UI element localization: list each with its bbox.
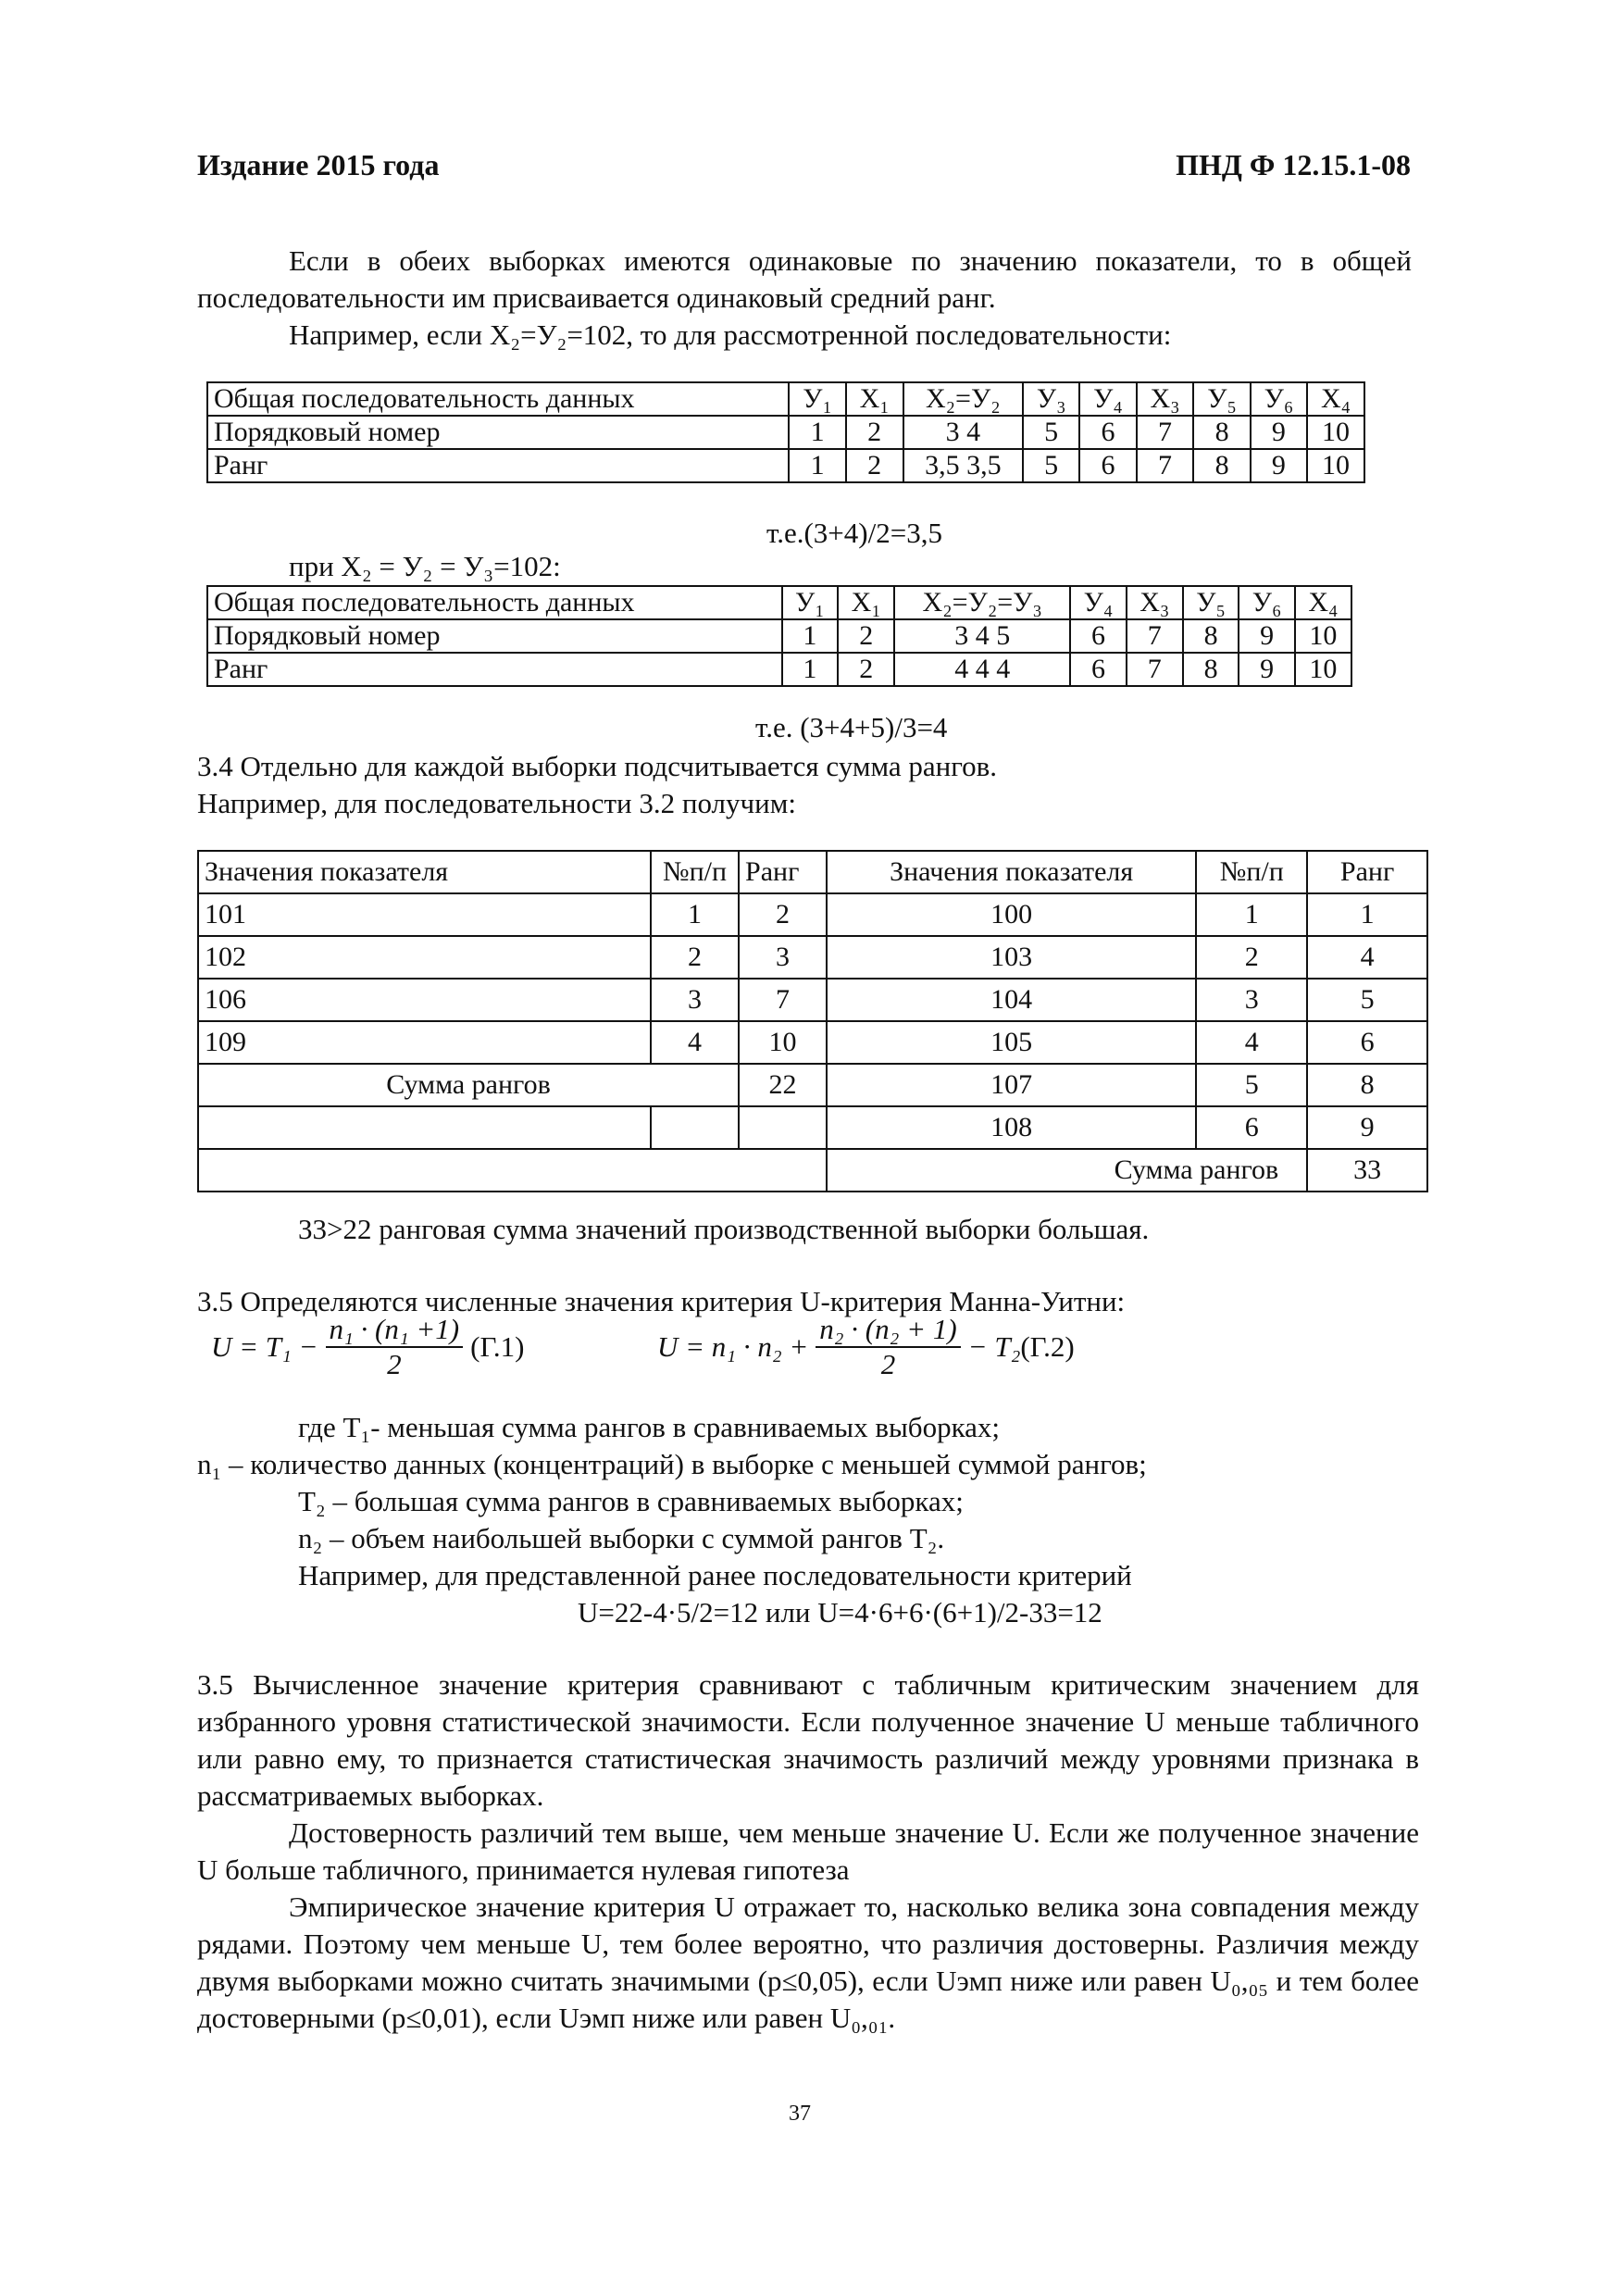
reliability-paragraph: Достоверность различий тем выше, чем меньше значение U. Если же полученное значение U больше табличного, принимается нулевая гипотеза: [197, 1816, 1419, 1886]
table-cell: 3 4 5: [894, 619, 1070, 653]
table-cell: 3 4: [903, 416, 1023, 449]
table-row: [207, 416, 1364, 449]
column-header: X₁: [846, 382, 903, 416]
column-header: Ранг: [1307, 851, 1427, 893]
table-cell: 22: [739, 1064, 827, 1106]
table-cell: 3: [739, 936, 827, 979]
column-header: У₅: [1183, 586, 1239, 619]
table-cell: 9: [1307, 1106, 1427, 1149]
table-cell: 4: [1307, 936, 1427, 979]
table-cell: 104: [827, 979, 1196, 1021]
table-cell: [198, 1149, 827, 1192]
formula-g1-lhs: U = T₁ −: [211, 1330, 318, 1363]
column-header: X₂=У₂: [903, 382, 1023, 416]
table-cell: 107: [827, 1064, 1196, 1106]
table-cell: 1: [789, 449, 845, 482]
empirical-value-paragraph: Эмпирическое значение критерия U отражает то, насколько велика зона совпадения между рядами. Поэтому чем меньше U, тем более вероятно, что различия достоверны. Различия между двумя выборками можно считать значимыми (p≤0,05), если Uэмп ниже или равен U₀,₀₅ и тем более достоверными (p≤0,01), если Uэмп ниже или равен U₀,₀₁.: [197, 1890, 1419, 2034]
table-cell: 10: [1295, 653, 1351, 686]
table-cell: 9: [1239, 653, 1295, 686]
definition-t2: T₂ – большая сумма рангов в сравниваемых выборках;: [298, 1485, 964, 1517]
table-row: [198, 893, 1427, 936]
column-header: Общая последовательность данных: [207, 586, 782, 619]
formula-g2-numerator: n₂ · (n₂ + 1): [816, 1313, 960, 1348]
section-3-4-line-1: 3.4 Отдельно для каждой выборки подсчитывается сумма рангов.: [197, 750, 998, 782]
table-row: [198, 1149, 1427, 1192]
rank-sum-label-left: Сумма рангов: [198, 1064, 739, 1106]
table-cell: 2: [739, 893, 827, 936]
table-cell: Порядковый номер: [207, 416, 789, 449]
page-number: 37: [789, 2102, 811, 2126]
table-row: [207, 449, 1364, 482]
table-cell: 6: [1307, 1021, 1427, 1064]
table-cell: 4 4 4: [894, 653, 1070, 686]
formula-g1-fraction: [326, 1313, 464, 1381]
table-cell: Ранг: [207, 653, 782, 686]
column-header: Общая последовательность данных: [207, 382, 789, 416]
table-cell: 1: [1307, 893, 1427, 936]
table-row: [198, 1021, 1427, 1064]
table-cell: 1: [789, 416, 845, 449]
table-cell: 10: [739, 1021, 827, 1064]
table-cell: 2: [846, 416, 903, 449]
table-row: [207, 382, 1364, 416]
section-3-4-line-2: Например, для последовательности 3.2 получим:: [197, 787, 796, 819]
table-cell: 2: [1196, 936, 1307, 979]
table-cell: Ранг: [207, 449, 789, 482]
table-cell: 10: [1295, 619, 1351, 653]
table-cell: 5: [1196, 1064, 1307, 1106]
column-header: Значения показателя: [198, 851, 651, 893]
column-header: X₃: [1137, 382, 1194, 416]
table-cell: 101: [198, 893, 651, 936]
table-cell: 2: [651, 936, 739, 979]
table-cell: 3: [651, 979, 739, 1021]
table-cell: 109: [198, 1021, 651, 1064]
column-header: У₁: [789, 382, 845, 416]
table-cell: 6: [1196, 1106, 1307, 1149]
formula-g1: [211, 1313, 524, 1381]
column-header: X₄: [1295, 586, 1351, 619]
table2-note: т.е. (3+4+5)/3=4: [755, 711, 948, 743]
table-cell: 7: [1137, 449, 1194, 482]
table-cell: 1: [782, 653, 839, 686]
table-cell: 4: [1196, 1021, 1307, 1064]
rank-table-2: [206, 585, 1352, 687]
table-cell: 2: [846, 449, 903, 482]
column-header: У₁: [782, 586, 839, 619]
table2-caption: при X₂ = У₂ = У₃=102:: [289, 550, 561, 582]
table-cell: 1: [782, 619, 839, 653]
rank-table-1: [206, 381, 1365, 483]
table-cell: 103: [827, 936, 1196, 979]
column-header: У₄: [1079, 382, 1136, 416]
edition-label: Издание 2015 года: [197, 148, 440, 181]
column-header: X₁: [838, 586, 894, 619]
table-cell: 3: [1196, 979, 1307, 1021]
table-cell: 1: [651, 893, 739, 936]
formula-g2-lhs: U = n₁ · n₂ +: [657, 1330, 809, 1363]
table-row: [198, 1064, 1427, 1106]
table-row: [207, 586, 1351, 619]
column-header: У₅: [1193, 382, 1250, 416]
column-header: X₂=У₂=У₃: [894, 586, 1070, 619]
table-cell: 7: [739, 979, 827, 1021]
table-cell: 7: [1127, 619, 1183, 653]
formula-g2-denominator: 2: [880, 1348, 896, 1380]
table-cell: 5: [1023, 416, 1079, 449]
table-cell: 9: [1239, 619, 1295, 653]
column-header: №п/п: [1196, 851, 1307, 893]
table-cell: 33: [1307, 1149, 1427, 1192]
intro-paragraph-1: Если в обеих выборках имеются одинаковые по значению показатели, то в общей последовательности им присваивается одинаковый средний ранг.: [197, 244, 1412, 314]
table-cell: 106: [198, 979, 651, 1021]
table-cell: 108: [827, 1106, 1196, 1149]
rank-sum-table: [197, 850, 1428, 1192]
table-cell: 1: [1196, 893, 1307, 936]
table-cell: [739, 1106, 827, 1149]
table-cell: 6: [1070, 653, 1127, 686]
table-cell: 105: [827, 1021, 1196, 1064]
table-cell: 3,5 3,5: [903, 449, 1023, 482]
example-calculation: U=22-4·5/2=12 или U=4·6+6·(6+1)/2-33=12: [578, 1596, 1102, 1628]
table-cell: 8: [1193, 416, 1250, 449]
table1-note: т.е.(3+4)/2=3,5: [766, 517, 942, 549]
column-header: У₆: [1239, 586, 1295, 619]
table-row: [198, 979, 1427, 1021]
table-header-row: [198, 851, 1427, 893]
table-cell: 2: [838, 653, 894, 686]
table-cell: Порядковый номер: [207, 619, 782, 653]
table-cell: 6: [1070, 619, 1127, 653]
table-cell: 7: [1137, 416, 1194, 449]
formula-g1-label: (Г.1): [470, 1330, 525, 1363]
table-cell: 8: [1183, 653, 1239, 686]
table-cell: 102: [198, 936, 651, 979]
column-header: X₃: [1127, 586, 1183, 619]
table-cell: [198, 1106, 651, 1149]
table-row: [198, 1106, 1427, 1149]
formula-g2-rhs: − T₂: [967, 1330, 1021, 1363]
formula-g1-numerator: n₁ · (n₁ +1): [326, 1313, 464, 1348]
table-cell: 4: [651, 1021, 739, 1064]
table-cell: 10: [1307, 416, 1364, 449]
table-row: [198, 936, 1427, 979]
column-header: У₃: [1023, 382, 1079, 416]
table-cell: 2: [838, 619, 894, 653]
definition-n1: n₁ – количество данных (концентраций) в выборке с меньшей суммой рангов;: [197, 1448, 1147, 1480]
section-3-5-comparison: 3.5 Вычисленное значение критерия сравнивают с табличным критическим значением для избранного уровня статистической значимости. Если полученное значение U меньше табличного или равно ему, то признается статистическая значимость различий между уровнями признака в рассматриваемых выборках.: [197, 1668, 1419, 1812]
table-cell: 100: [827, 893, 1196, 936]
table-cell: 8: [1193, 449, 1250, 482]
column-header: Ранг: [739, 851, 827, 893]
table-cell: 5: [1023, 449, 1079, 482]
table-cell: 6: [1079, 449, 1136, 482]
column-header: У₆: [1251, 382, 1307, 416]
table-cell: 8: [1307, 1064, 1427, 1106]
formula-g2: [657, 1313, 1075, 1381]
formula-g1-denominator: 2: [387, 1348, 402, 1380]
table-row: [207, 653, 1351, 686]
table-cell: 5: [1307, 979, 1427, 1021]
intro-paragraph-2: Например, если X₂=У₂=102, то для рассмотренной последовательности:: [289, 318, 1172, 351]
table-cell: 10: [1307, 449, 1364, 482]
definition-n2: n₂ – объем наибольшей выборки с суммой рангов T₂.: [298, 1522, 945, 1554]
section-3-5-title: 3.5 Определяются численные значения критерия U-критерия Манна-Уитни:: [197, 1285, 1126, 1317]
formula-g2-label: (Г.2): [1020, 1330, 1075, 1363]
table-cell: 9: [1251, 449, 1307, 482]
table-cell: 6: [1079, 416, 1136, 449]
formula-g2-fraction: [816, 1313, 960, 1381]
example-intro: Например, для представленной ранее последовательности критерий: [298, 1559, 1132, 1591]
column-header: У₄: [1070, 586, 1127, 619]
rank-sum-label-right: Сумма рангов: [827, 1149, 1307, 1192]
column-header: Значения показателя: [827, 851, 1196, 893]
definition-t1: где T₁- меньшая сумма рангов в сравниваемых выборках;: [298, 1411, 1001, 1443]
column-header: №п/п: [651, 851, 739, 893]
document-code: ПНД Ф 12.15.1-08: [1176, 148, 1411, 181]
table-cell: [651, 1106, 739, 1149]
column-header: X₄: [1307, 382, 1364, 416]
table3-note: 33>22 ранговая сумма значений производственной выборки большая.: [298, 1213, 1150, 1245]
table-cell: 7: [1127, 653, 1183, 686]
table-cell: 8: [1183, 619, 1239, 653]
table-cell: 9: [1251, 416, 1307, 449]
table-row: [207, 619, 1351, 653]
